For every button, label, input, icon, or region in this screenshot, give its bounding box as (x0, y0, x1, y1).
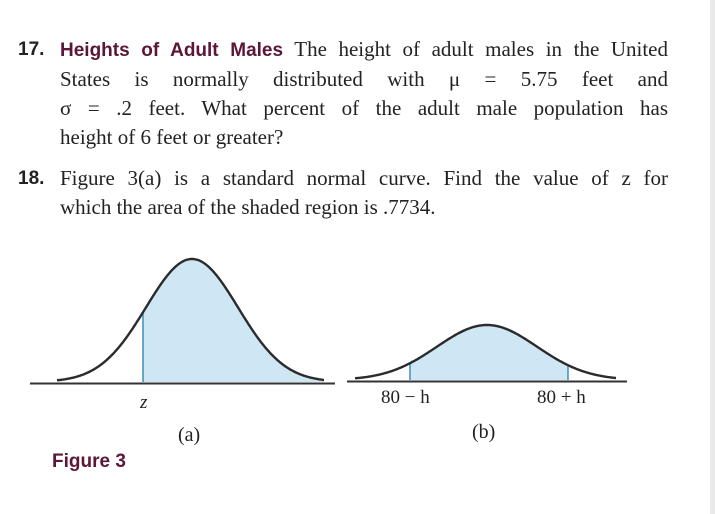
panel-a-shaded-region (143, 259, 324, 382)
problem-17-line-3: σ = .2 feet. What percent of the adult male population has (60, 96, 668, 120)
page-edge (710, 0, 715, 514)
problem-17-line-4: height of 6 feet or greater? (60, 125, 284, 149)
panel-a-z-label: z (140, 392, 148, 413)
panel-b-right-label: 80 + h (537, 387, 586, 408)
panel-b-graph (347, 325, 627, 382)
figure-caption: Figure 3 (52, 451, 126, 472)
problem-18-line-2: which the area of the shaded region is .7734. (60, 195, 436, 219)
panel-b-label: (b) (472, 421, 496, 443)
problem-17-line-2: States is normally distributed with μ = 5.75 feet and (60, 67, 668, 91)
problem-number: 17. (18, 39, 45, 60)
panel-b-left-label: 80 − h (381, 387, 430, 408)
problem-heading: Heights of Adult Males (60, 40, 284, 61)
problem-text: The height of adult males in the United (283, 37, 668, 61)
panel-a-label: (a) (178, 424, 201, 446)
problem-number: 18. (18, 168, 45, 189)
panel-a-graph (30, 259, 335, 384)
problem-18-line-1: Figure 3(a) is a standard normal curve. Find the value of z for (60, 166, 668, 190)
